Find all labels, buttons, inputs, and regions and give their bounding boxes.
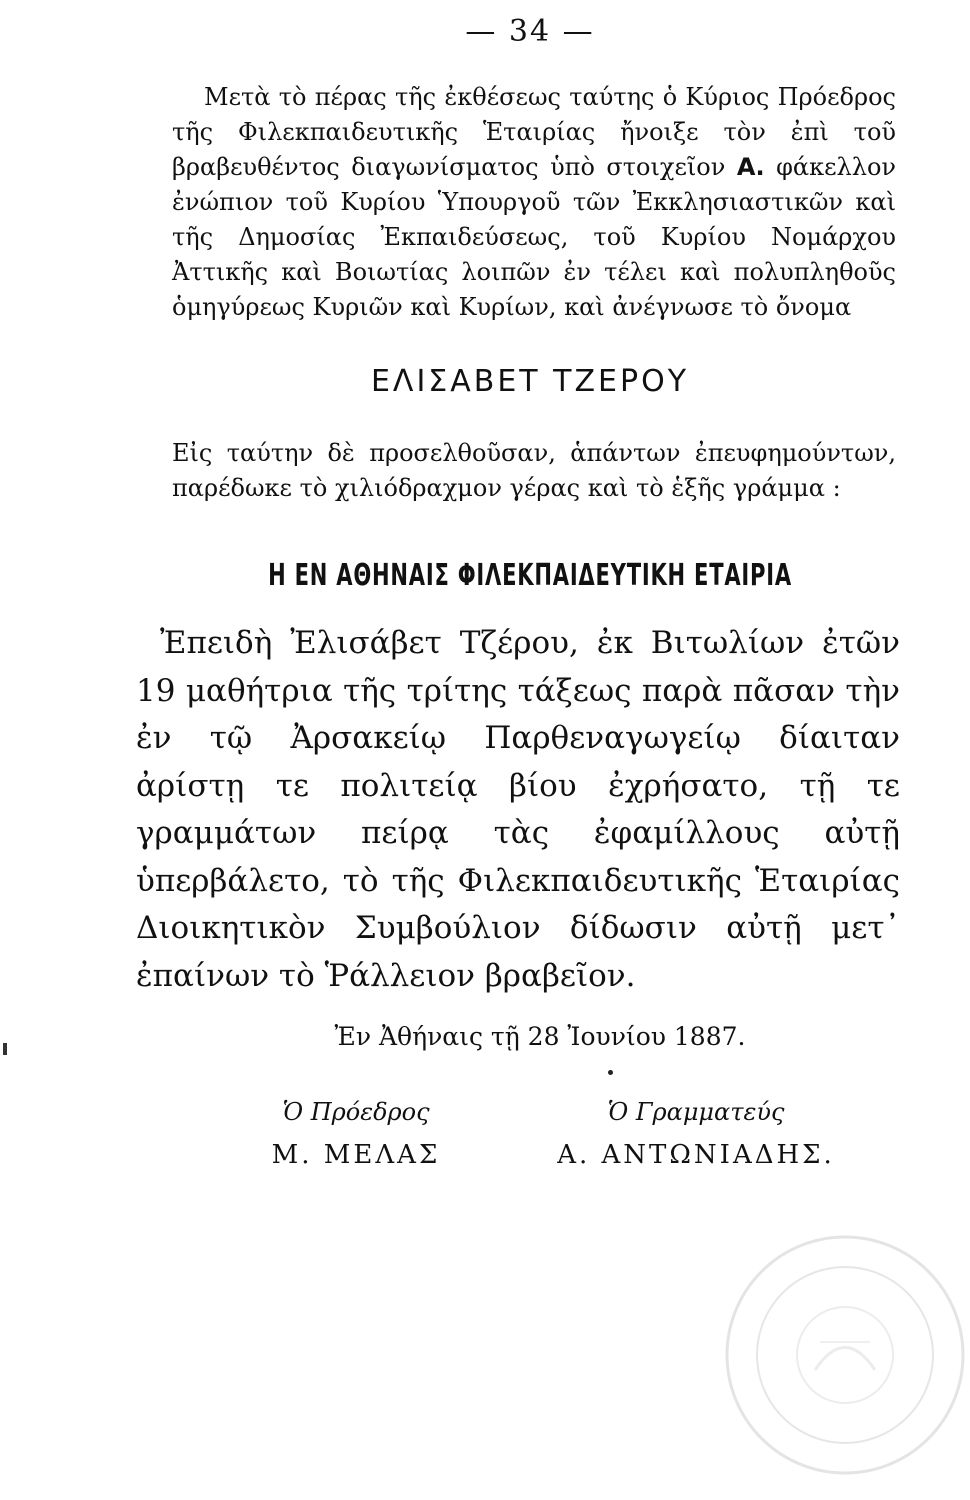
intro-paragraph (172, 80, 896, 325)
name-heading: ΕΛΙΣΑΒΕΤ ΤΖΕΡΟΥ (370, 364, 690, 399)
signature-president (196, 1098, 516, 1170)
president-title: Ὁ Πρόεδρος (282, 1098, 430, 1126)
award-paragraph: Εἰς ταύτην δὲ προσελθοῦσαν, ἁπάντων ἐπευφημούντων, παρέδωκε τὸ χιλιόδραχμον γέρας καὶ τὸ ἑξῆς γράμμα : (172, 439, 896, 502)
secretary-name: Α. ΑΝΤΩΝΙΑΔΗΣ. (557, 1140, 835, 1170)
president-name: Μ. ΜΕΛΑΣ (271, 1140, 441, 1170)
signature-secretary (536, 1098, 856, 1170)
diploma-text: Ἐπειδὴ Ἐλισάβετ Τζέρου, ἐκ Βιτωλίων ἐτῶν 19 μαθήτρια τῆς τρίτης τάξεως παρὰ πᾶσαν τὴν ἐν τῷ Ἀρσακείῳ Παρθεναγωγείῳ δίαιταν ἀρίστῃ τε πολιτείᾳ βίου ἐχρήσατο, τῇ τε γραμμάτων πείρᾳ τὰς ἐφαμίλλους αὐτῇ ὑπερβάλετο, τὸ τῆς Φιλεκπαιδευτικῆς Ἑταιρίας Διοικητικὸν Συμβούλιον δίδωσιν αὐτῇ μετ᾽ ἐπαίνων τὸ Ῥάλλειον βραβεῖον. (136, 625, 900, 994)
secretary-title: Ὁ Γραμματεύς (607, 1098, 785, 1126)
page-number: — 34 — (465, 14, 595, 49)
margin-mark (3, 1043, 7, 1055)
intro-text-start: Μετὰ τὸ πέρας τῆς ἐκθέσεως ταύτης ὁ Κύριος Πρόεδρος τῆς Φιλεκπαιδευτικῆς Ἑταιρίας ἤνοιξε τὸν ἐπὶ τοῦ βραβευθέντος διαγωνίσματος ὑπὸ στοιχεῖον (172, 83, 896, 181)
society-heading: Η ΕΝ ΑΘΗΝΑΙΣ ΦΙΛΕΚΠΑΙΔΕΥΤΙΚΗ ΕΤΑΙΡΙΑ (268, 558, 792, 593)
date-line: Ἐν Ἀθήναις τῇ 28 Ἰουνίου 1887. (334, 1022, 746, 1051)
ink-dot (608, 1070, 613, 1075)
library-seal-watermark (720, 1230, 970, 1480)
intro-text-end: φάκελλον ἐνώπιον τοῦ Κυρίου Ὑπουργοῦ τῶν Ἐκκλησιαστικῶν καὶ τῆς Δημοσίας Ἐκπαιδεύσεως, τοῦ Κυρίου Νομάρχου Ἀττικῆς καὶ Βοιωτίας λοιπῶν ἐν τέλει καὶ πολυπληθοῦς ὁμηγύρεως Κυριῶν καὶ Κυρίων, καὶ ἀνέγνωσε τὸ ὄνομα (172, 153, 896, 321)
intro-letter: Α. (736, 153, 765, 181)
